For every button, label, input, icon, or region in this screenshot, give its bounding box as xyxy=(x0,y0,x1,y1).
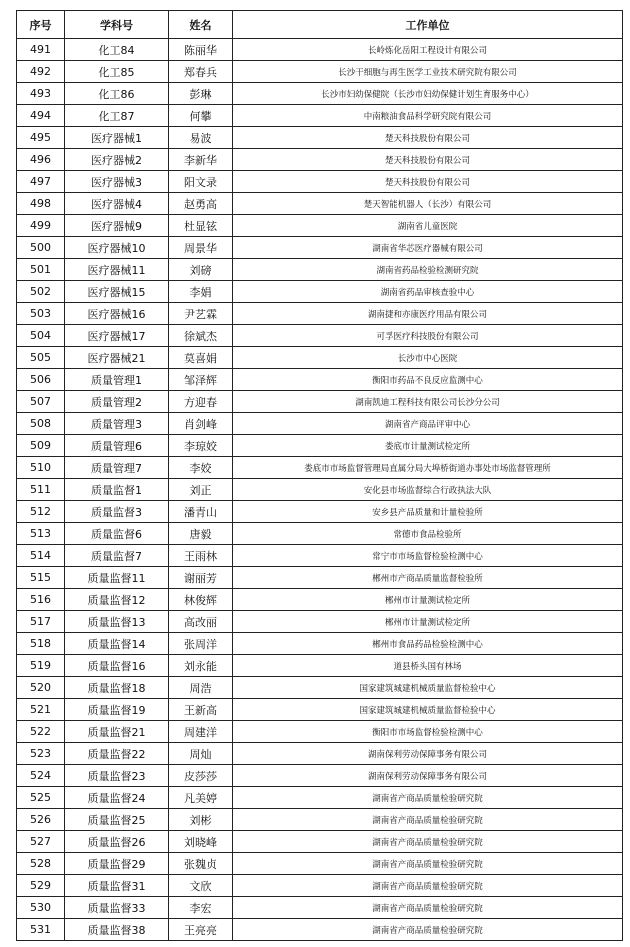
cell-workplace: 衡阳市市场监督检验检测中心 xyxy=(233,721,623,743)
cell-workplace: 安化县市场监督综合行政执法大队 xyxy=(233,479,623,501)
cell-subject-code: 质量监督22 xyxy=(65,743,169,765)
table-row xyxy=(17,61,623,83)
cell-name: 尹艺霖 xyxy=(169,303,233,325)
cell-serial: 497 xyxy=(17,171,65,193)
table-row xyxy=(17,347,623,369)
cell-workplace: 郴州市计量测试检定所 xyxy=(233,589,623,611)
cell-subject-code: 质量管理3 xyxy=(65,413,169,435)
cell-workplace: 湖南保利劳动保障事务有限公司 xyxy=(233,743,623,765)
table-row xyxy=(17,809,623,831)
cell-serial: 492 xyxy=(17,61,65,83)
cell-subject-code: 医疗器械4 xyxy=(65,193,169,215)
table-row xyxy=(17,457,623,479)
cell-workplace: 中南粮油食品科学研究院有限公司 xyxy=(233,105,623,127)
cell-workplace: 湖南省产商品质量检验研究院 xyxy=(233,831,623,853)
table-row xyxy=(17,237,623,259)
cell-serial: 528 xyxy=(17,853,65,875)
table-header xyxy=(17,11,623,39)
cell-workplace: 楚天科技股份有限公司 xyxy=(233,171,623,193)
cell-name: 张魏贞 xyxy=(169,853,233,875)
table-row xyxy=(17,743,623,765)
table-row xyxy=(17,721,623,743)
cell-subject-code: 医疗器械3 xyxy=(65,171,169,193)
cell-workplace: 郴州市产商品质量监督检验所 xyxy=(233,567,623,589)
cell-serial: 518 xyxy=(17,633,65,655)
cell-name: 易波 xyxy=(169,127,233,149)
cell-subject-code: 质量监督11 xyxy=(65,567,169,589)
cell-name: 周建洋 xyxy=(169,721,233,743)
cell-name: 林俊辉 xyxy=(169,589,233,611)
table-row xyxy=(17,39,623,61)
table-row xyxy=(17,259,623,281)
cell-subject-code: 医疗器械11 xyxy=(65,259,169,281)
table-row xyxy=(17,193,623,215)
cell-subject-code: 医疗器械9 xyxy=(65,215,169,237)
cell-workplace: 娄底市市场监督管理局直属分局大埠桥街道办事处市场监督管理所 xyxy=(233,457,623,479)
table-row xyxy=(17,149,623,171)
cell-workplace: 可孚医疗科技股份有限公司 xyxy=(233,325,623,347)
table-row xyxy=(17,501,623,523)
cell-workplace: 湖南省药品审核查验中心 xyxy=(233,281,623,303)
table-row xyxy=(17,215,623,237)
cell-workplace: 长沙市中心医院 xyxy=(233,347,623,369)
cell-serial: 515 xyxy=(17,567,65,589)
cell-workplace: 湖南保利劳动保障事务有限公司 xyxy=(233,765,623,787)
cell-name: 李宏 xyxy=(169,897,233,919)
cell-workplace: 娄底市计量测试检定所 xyxy=(233,435,623,457)
cell-name: 邹泽辉 xyxy=(169,369,233,391)
header-name: 姓名 xyxy=(169,11,233,39)
cell-subject-code: 医疗器械1 xyxy=(65,127,169,149)
header-serial: 序号 xyxy=(17,11,65,39)
cell-workplace: 湖南省华芯医疗器械有限公司 xyxy=(233,237,623,259)
cell-workplace: 湖南省产商品质量检验研究院 xyxy=(233,897,623,919)
cell-workplace: 楚天科技股份有限公司 xyxy=(233,127,623,149)
header-workplace: 工作单位 xyxy=(233,11,623,39)
cell-serial: 522 xyxy=(17,721,65,743)
table-row xyxy=(17,589,623,611)
cell-workplace: 湖南省产商品质量检验研究院 xyxy=(233,809,623,831)
cell-serial: 496 xyxy=(17,149,65,171)
cell-serial: 514 xyxy=(17,545,65,567)
cell-name: 刘彬 xyxy=(169,809,233,831)
cell-name: 刘正 xyxy=(169,479,233,501)
cell-name: 赵勇高 xyxy=(169,193,233,215)
cell-workplace: 郴州市计量测试检定所 xyxy=(233,611,623,633)
table-row xyxy=(17,391,623,413)
table-row xyxy=(17,567,623,589)
cell-subject-code: 质量监督16 xyxy=(65,655,169,677)
cell-serial: 519 xyxy=(17,655,65,677)
cell-subject-code: 质量监督31 xyxy=(65,875,169,897)
cell-subject-code: 质量监督23 xyxy=(65,765,169,787)
cell-serial: 513 xyxy=(17,523,65,545)
cell-serial: 509 xyxy=(17,435,65,457)
cell-serial: 530 xyxy=(17,897,65,919)
cell-subject-code: 化工84 xyxy=(65,39,169,61)
cell-name: 李娟 xyxy=(169,281,233,303)
cell-serial: 527 xyxy=(17,831,65,853)
cell-name: 刘永能 xyxy=(169,655,233,677)
cell-name: 方迎春 xyxy=(169,391,233,413)
cell-subject-code: 质量监督24 xyxy=(65,787,169,809)
cell-serial: 529 xyxy=(17,875,65,897)
cell-workplace: 道县桥头国有林场 xyxy=(233,655,623,677)
cell-subject-code: 质量监督21 xyxy=(65,721,169,743)
cell-name: 王雨林 xyxy=(169,545,233,567)
cell-name: 高改丽 xyxy=(169,611,233,633)
table-row xyxy=(17,369,623,391)
cell-workplace: 长岭炼化岳阳工程设计有限公司 xyxy=(233,39,623,61)
cell-workplace: 楚天科技股份有限公司 xyxy=(233,149,623,171)
cell-subject-code: 质量监督13 xyxy=(65,611,169,633)
table-row xyxy=(17,611,623,633)
cell-serial: 495 xyxy=(17,127,65,149)
cell-subject-code: 医疗器械2 xyxy=(65,149,169,171)
cell-serial: 507 xyxy=(17,391,65,413)
cell-workplace: 常宁市市场监督检验检测中心 xyxy=(233,545,623,567)
cell-subject-code: 质量管理2 xyxy=(65,391,169,413)
cell-name: 周灿 xyxy=(169,743,233,765)
cell-name: 徐斌杰 xyxy=(169,325,233,347)
cell-name: 李姣 xyxy=(169,457,233,479)
cell-name: 凡美婷 xyxy=(169,787,233,809)
cell-subject-code: 化工87 xyxy=(65,105,169,127)
cell-serial: 531 xyxy=(17,919,65,941)
cell-name: 杜显铉 xyxy=(169,215,233,237)
cell-subject-code: 质量监督14 xyxy=(65,633,169,655)
cell-name: 王新高 xyxy=(169,699,233,721)
cell-name: 唐毅 xyxy=(169,523,233,545)
cell-serial: 504 xyxy=(17,325,65,347)
cell-name: 彭琳 xyxy=(169,83,233,105)
cell-workplace: 常德市食品检验所 xyxy=(233,523,623,545)
table-row xyxy=(17,479,623,501)
cell-subject-code: 质量监督6 xyxy=(65,523,169,545)
header-subject-code: 学科号 xyxy=(65,11,169,39)
cell-name: 潘青山 xyxy=(169,501,233,523)
cell-subject-code: 质量监督26 xyxy=(65,831,169,853)
table-row xyxy=(17,853,623,875)
table-row xyxy=(17,171,623,193)
cell-subject-code: 质量监督25 xyxy=(65,809,169,831)
cell-workplace: 长沙干细胞与再生医学工业技术研究院有限公司 xyxy=(233,61,623,83)
cell-serial: 511 xyxy=(17,479,65,501)
cell-subject-code: 质量监督33 xyxy=(65,897,169,919)
cell-subject-code: 质量监督19 xyxy=(65,699,169,721)
cell-workplace: 湖南捷和亦康医疗用品有限公司 xyxy=(233,303,623,325)
table-row xyxy=(17,127,623,149)
cell-serial: 517 xyxy=(17,611,65,633)
table-row xyxy=(17,435,623,457)
cell-name: 文欣 xyxy=(169,875,233,897)
cell-workplace: 湖南省产商品评审中心 xyxy=(233,413,623,435)
cell-workplace: 湖南省产商品质量检验研究院 xyxy=(233,853,623,875)
cell-name: 郑春兵 xyxy=(169,61,233,83)
table-row xyxy=(17,765,623,787)
cell-name: 周景华 xyxy=(169,237,233,259)
cell-workplace: 湖南省儿童医院 xyxy=(233,215,623,237)
cell-subject-code: 医疗器械16 xyxy=(65,303,169,325)
cell-name: 阳文录 xyxy=(169,171,233,193)
table-row xyxy=(17,633,623,655)
cell-subject-code: 质量监督1 xyxy=(65,479,169,501)
table-row xyxy=(17,875,623,897)
cell-name: 张周洋 xyxy=(169,633,233,655)
table-row xyxy=(17,699,623,721)
cell-subject-code: 医疗器械17 xyxy=(65,325,169,347)
table-row xyxy=(17,897,623,919)
table-row xyxy=(17,105,623,127)
cell-subject-code: 质量监督29 xyxy=(65,853,169,875)
cell-serial: 499 xyxy=(17,215,65,237)
cell-subject-code: 质量监督12 xyxy=(65,589,169,611)
cell-workplace: 郴州市食品药品检验检测中心 xyxy=(233,633,623,655)
table-row xyxy=(17,281,623,303)
cell-subject-code: 质量监督38 xyxy=(65,919,169,941)
table-row xyxy=(17,83,623,105)
roster-table xyxy=(16,10,623,941)
cell-subject-code: 医疗器械15 xyxy=(65,281,169,303)
cell-subject-code: 质量管理7 xyxy=(65,457,169,479)
cell-workplace: 国家建筑城建机械质量监督检验中心 xyxy=(233,699,623,721)
cell-name: 王亮亮 xyxy=(169,919,233,941)
cell-name: 李琼姣 xyxy=(169,435,233,457)
cell-workplace: 国家建筑城建机械质量监督检验中心 xyxy=(233,677,623,699)
cell-serial: 502 xyxy=(17,281,65,303)
table-row xyxy=(17,919,623,941)
table-row xyxy=(17,325,623,347)
cell-serial: 510 xyxy=(17,457,65,479)
table-body xyxy=(17,39,623,941)
cell-subject-code: 质量管理6 xyxy=(65,435,169,457)
cell-serial: 526 xyxy=(17,809,65,831)
cell-name: 莫喜娟 xyxy=(169,347,233,369)
cell-subject-code: 化工85 xyxy=(65,61,169,83)
cell-serial: 508 xyxy=(17,413,65,435)
cell-serial: 500 xyxy=(17,237,65,259)
table-row xyxy=(17,787,623,809)
cell-workplace: 湖南省产商品质量检验研究院 xyxy=(233,787,623,809)
cell-serial: 494 xyxy=(17,105,65,127)
cell-serial: 516 xyxy=(17,589,65,611)
cell-name: 何攀 xyxy=(169,105,233,127)
cell-workplace: 湖南省产商品质量检验研究院 xyxy=(233,875,623,897)
cell-serial: 521 xyxy=(17,699,65,721)
roster-sheet xyxy=(16,10,623,941)
cell-name: 皮莎莎 xyxy=(169,765,233,787)
cell-name: 李新华 xyxy=(169,149,233,171)
cell-serial: 523 xyxy=(17,743,65,765)
cell-subject-code: 医疗器械21 xyxy=(65,347,169,369)
table-row xyxy=(17,655,623,677)
cell-name: 谢丽芳 xyxy=(169,567,233,589)
table-row xyxy=(17,545,623,567)
table-row xyxy=(17,677,623,699)
cell-subject-code: 质量监督18 xyxy=(65,677,169,699)
cell-serial: 520 xyxy=(17,677,65,699)
cell-workplace: 长沙市妇幼保健院（长沙市妇幼保健计划生育服务中心） xyxy=(233,83,623,105)
cell-name: 周浩 xyxy=(169,677,233,699)
cell-subject-code: 质量监督3 xyxy=(65,501,169,523)
table-row xyxy=(17,523,623,545)
cell-serial: 524 xyxy=(17,765,65,787)
cell-serial: 493 xyxy=(17,83,65,105)
table-row xyxy=(17,413,623,435)
cell-name: 肖剑峰 xyxy=(169,413,233,435)
cell-serial: 501 xyxy=(17,259,65,281)
cell-subject-code: 化工86 xyxy=(65,83,169,105)
cell-workplace: 湖南省药品检验检测研究院 xyxy=(233,259,623,281)
cell-name: 刘晓峰 xyxy=(169,831,233,853)
cell-serial: 498 xyxy=(17,193,65,215)
table-row xyxy=(17,831,623,853)
cell-subject-code: 质量监督7 xyxy=(65,545,169,567)
cell-serial: 512 xyxy=(17,501,65,523)
cell-workplace: 楚天智能机器人（长沙）有限公司 xyxy=(233,193,623,215)
cell-serial: 525 xyxy=(17,787,65,809)
cell-workplace: 衡阳市药品不良反应监测中心 xyxy=(233,369,623,391)
cell-subject-code: 医疗器械10 xyxy=(65,237,169,259)
cell-name: 陈丽华 xyxy=(169,39,233,61)
cell-name: 刘磅 xyxy=(169,259,233,281)
header-row xyxy=(17,11,623,39)
cell-workplace: 安乡县产品质量和计量检验所 xyxy=(233,501,623,523)
table-row xyxy=(17,303,623,325)
cell-workplace: 湖南凯迪工程科技有限公司长沙分公司 xyxy=(233,391,623,413)
cell-serial: 505 xyxy=(17,347,65,369)
cell-subject-code: 质量管理1 xyxy=(65,369,169,391)
cell-serial: 506 xyxy=(17,369,65,391)
cell-serial: 491 xyxy=(17,39,65,61)
cell-serial: 503 xyxy=(17,303,65,325)
cell-workplace: 湖南省产商品质量检验研究院 xyxy=(233,919,623,941)
